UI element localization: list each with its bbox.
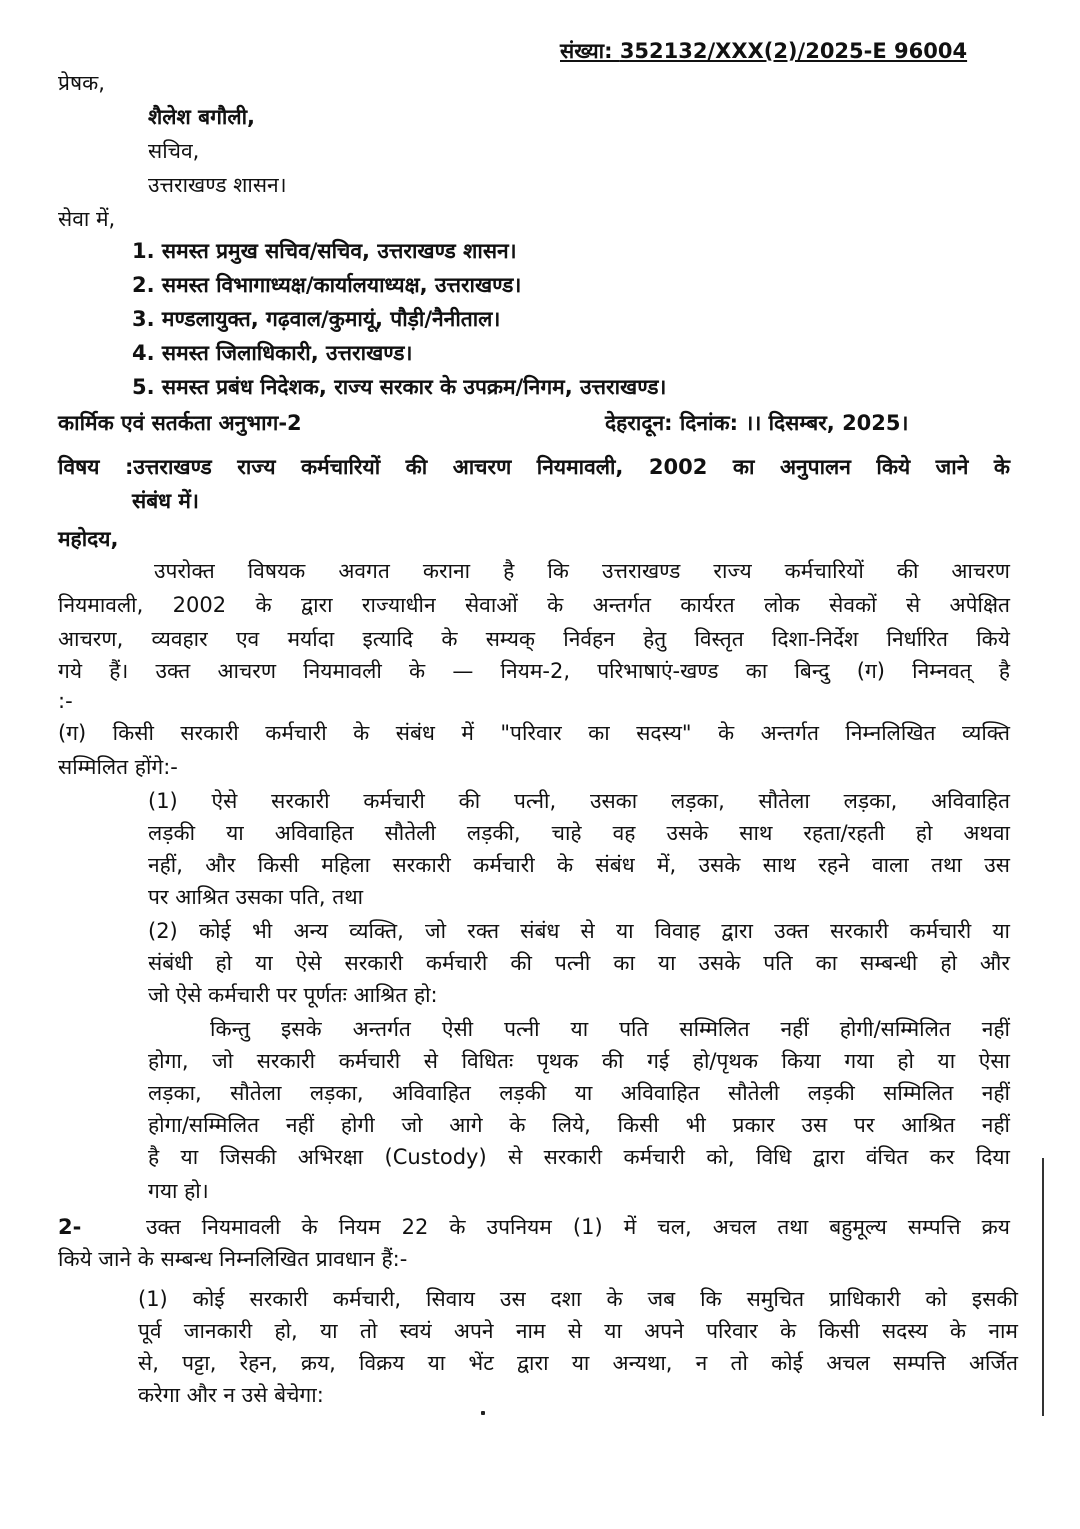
recipient-item: 5. समस्त प्रबंध निदेशक, राज्य सरकार के उपक्रम/निगम, उत्तराखण्ड।	[132, 375, 667, 399]
para-2-line: उक्त नियमावली के नियम 22 के उपनियम (1) में चल, अचल तथा बहुमूल्य सम्पत्ति क्रय	[146, 1215, 1010, 1239]
sub-clause-2-line: (2) कोई भी अन्य व्यक्ति, जो रक्त संबंध से या विवाह द्वारा उक्त सरकारी कर्मचारी या	[148, 919, 1010, 943]
subject-line-2: संबंध में।	[132, 489, 199, 513]
sub-clause-2-line: संबंधी हो या ऐसे सरकारी कर्मचारी की पत्नी का या उसके पति का सम्बन्धी हो और	[148, 951, 1010, 975]
recipient-item: 2. समस्त विभागाध्यक्ष/कार्यालयाध्यक्ष, उत्तराखण्ड।	[132, 273, 522, 297]
proviso-line: गया हो।	[148, 1179, 209, 1203]
subject-line: विषय :उत्तराखण्ड राज्य कर्मचारियों की आचरण नियमावली, 2002 का अनुपालन किये जाने के	[58, 455, 1010, 479]
rule-22-1-line: से, पट्टा, रेहन, क्रय, विक्रय या भेंट द्वारा या अन्यथा, न तो कोई अचल सम्पत्ति अर्जित	[138, 1351, 1018, 1375]
clause-g-line: (ग) किसी सरकारी कर्मचारी के संबंध में "परिवार का सदस्य" के अन्तर्गत निम्नलिखित व्यक्ति	[58, 721, 1010, 745]
proviso-line: होगा, जो सरकारी कर्मचारी से विधितः पृथक की गई हो/पृथक किया गया हो या ऐसा	[148, 1049, 1010, 1073]
reference-value: 352132/XXX(2)/2025-E 96004	[619, 39, 968, 63]
para-2-line: किये जाने के सम्बन्ध निम्नलिखित प्रावधान हैं:-	[58, 1247, 408, 1271]
paragraph-line: नियमावली, 2002 के द्वारा राज्याधीन सेवाओं के अन्तर्गत कार्यरत लोक सेवकों से अपेक्षित	[58, 593, 1010, 617]
proviso-line: लड़का, सौतेला लड़का, अविवाहित लड़की या अविवाहित सौतेली लड़की सम्मिलित नहीं	[148, 1081, 1010, 1105]
sub-clause-1-line: (1) ऐसे सरकारी कर्मचारी की पत्नी, उसका लड़का, सौतेला लड़का, अविवाहित	[148, 789, 1010, 813]
rule-22-1-line: (1) कोई सरकारी कर्मचारी, सिवाय उस दशा के जब कि समुचित प्राधिकारी को इसकी	[138, 1287, 1018, 1311]
proviso-line: है या जिसकी अभिरक्षा (Custody) से सरकारी कर्मचारी को, विधि द्वारा वंचित कर दिया	[148, 1145, 1010, 1169]
clause-g-line: सम्मिलित होंगे:-	[58, 755, 178, 779]
reference-number	[560, 36, 967, 66]
margin-line	[1042, 1158, 1044, 1416]
paragraph-line: उपरोक्त विषयक अवगत कराना है कि उत्तराखण्ड राज्य कर्मचारियों की आचरण	[154, 559, 1010, 583]
scan-speck	[481, 1411, 485, 1415]
sub-clause-1-line: लड़की या अविवाहित सौतेली लड़की, चाहे वह उसके साथ रहता/रहती हो अथवा	[148, 821, 1010, 845]
sender-designation: सचिव,	[148, 139, 200, 163]
proviso-line: किन्तु इसके अन्तर्गत ऐसी पत्नी या पति सम्मिलित नहीं होगी/सम्मिलित नहीं	[210, 1017, 1010, 1041]
sender-office: उत्तराखण्ड शासन।	[148, 173, 287, 197]
recipient-item: 4. समस्त जिलाधिकारी, उत्तराखण्ड।	[132, 341, 413, 365]
sender-heading: प्रेषक,	[58, 71, 105, 95]
salutation: महोदय,	[58, 527, 119, 551]
section-name: कार्मिक एवं सतर्कता अनुभाग-2	[58, 411, 302, 435]
place-date: देहरादून: दिनांक: ।। दिसम्बर, 2025।	[605, 411, 909, 435]
sub-clause-1-line: नहीं, और किसी महिला सरकारी कर्मचारी के संबंध में, उसके साथ रहने वाला तथा उस	[148, 853, 1010, 877]
sender-name: शैलेश बगौली,	[148, 105, 256, 129]
rule-22-1-line: करेगा और न उसे बेचेगा:	[138, 1383, 324, 1407]
reference-label: संख्या:	[560, 39, 613, 63]
recipient-item: 1. समस्त प्रमुख सचिव/सचिव, उत्तराखण्ड शासन।	[132, 239, 517, 263]
paragraph-line: गये हैं। उक्त आचरण नियमावली के — नियम-2, परिभाषाएं-खण्ड का बिन्दु (ग) निम्नवत् है	[58, 659, 1010, 683]
rule-22-1-line: पूर्व जानकारी हो, या तो स्वयं अपने नाम से या अपने परिवार के किसी सदस्य के नाम	[138, 1319, 1018, 1343]
sub-clause-2-line: जो ऐसे कर्मचारी पर पूर्णतः आश्रित हो:	[148, 983, 438, 1007]
sub-clause-1-line: पर आश्रित उसका पति, तथा	[148, 885, 364, 909]
paragraph-line: आचरण, व्यवहार एव मर्यादा इत्यादि के सम्यक् निर्वहन हेतु विस्तृत दिशा-निर्देश निर्धारित किये	[58, 627, 1010, 651]
proviso-line: होगा/सम्मिलित नहीं होगी जो आगे के लिये, किसी भी प्रकार उस पर आश्रित नहीं	[148, 1113, 1010, 1137]
paragraph-line: :-	[58, 689, 73, 713]
recipients-heading: सेवा में,	[58, 207, 116, 231]
recipient-item: 3. मण्डलायुक्त, गढ़वाल/कुमायूं, पौड़ी/नैनीताल।	[132, 307, 501, 331]
para-2-number: 2-	[58, 1215, 82, 1239]
